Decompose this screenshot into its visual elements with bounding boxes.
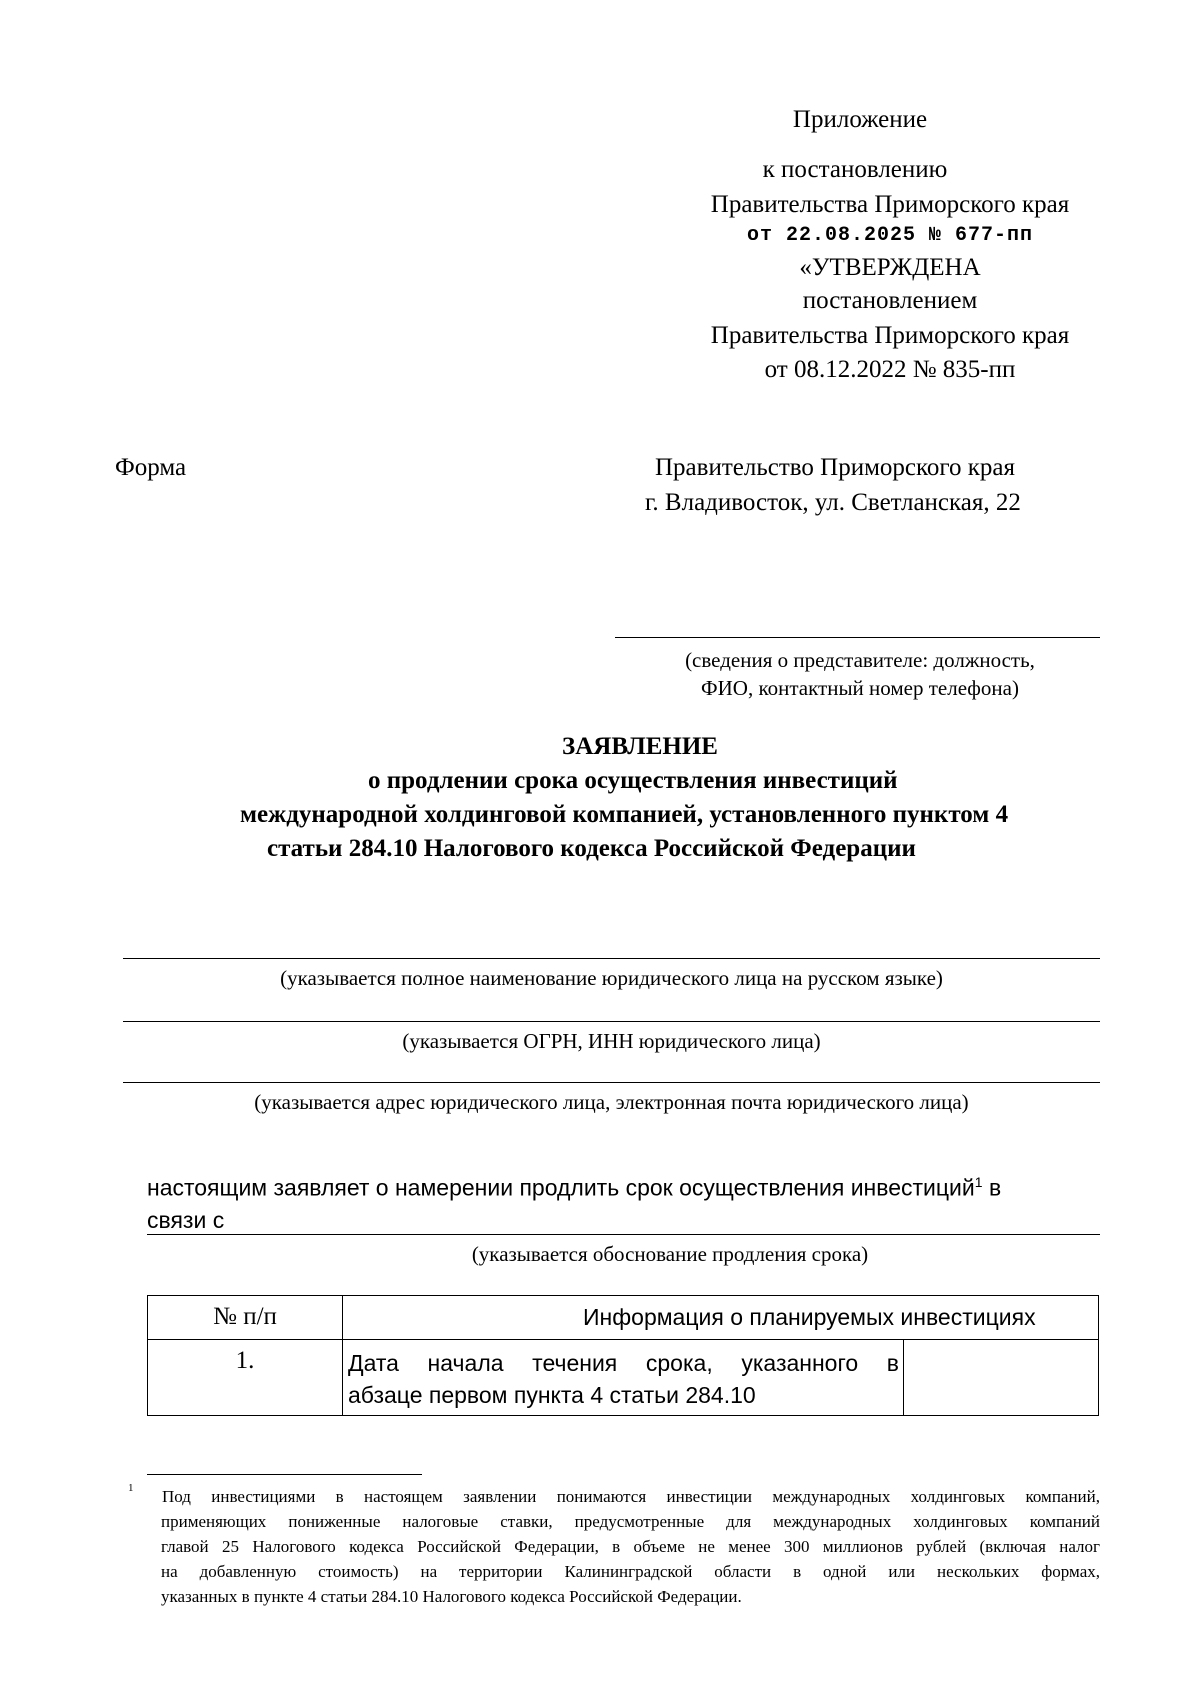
footnote-mark: 1 xyxy=(128,1482,134,1494)
statement-subtitle-line-2: международной холдинговой компанией, установленного пунктом 4 xyxy=(240,801,1009,828)
representative-hint-line-1: (сведения о представителе: должность, xyxy=(685,648,1035,672)
footnote xyxy=(128,1484,1100,1609)
full-name-hint: (указывается полное наименование юридического лица на русском языке) xyxy=(280,966,943,990)
representative-hint-line-2: ФИО, контактный номер телефона) xyxy=(701,676,1019,700)
header-cell-info xyxy=(343,1296,1099,1340)
government-label-2: Правительства Приморского края xyxy=(710,322,1070,349)
table-header-row xyxy=(148,1296,1099,1340)
reason-hint: (указывается обоснование продления срока) xyxy=(471,1242,869,1266)
footnote-separator xyxy=(147,1474,422,1475)
footnote-reference: 1 xyxy=(974,1174,983,1190)
appendix-title: Приложение xyxy=(792,106,928,133)
footnote-line-3: главой 25 Налогового кодекса Российской Федерации, в объеме не менее 300 миллионов рублей (включая налог xyxy=(161,1537,1100,1556)
ogrn-inn-field-line[interactable] xyxy=(123,1021,1100,1022)
addressee-line-1: Правительство Приморского края xyxy=(655,454,1015,481)
body-line-2: связи с xyxy=(147,1207,225,1233)
body-line-1-text: настоящим заявляет о намерении продлить срок осуществления инвестиций xyxy=(147,1174,975,1201)
ogrn-inn-hint: (указывается ОГРН, ИНН юридического лица) xyxy=(402,1029,821,1053)
investments-table xyxy=(147,1295,1099,1416)
statement-subtitle-line-3: статьи 284.10 Налогового кодекса Российской Федерации xyxy=(267,835,916,862)
statement-title: ЗАЯВЛЕНИЕ xyxy=(562,733,718,760)
footnote-line-2: применяющих пониженные налоговые ставки, предусмотренные для международных холдинговых компаний xyxy=(161,1512,1100,1531)
row-description-line-1: Дата начала течения срока, указанного в xyxy=(348,1350,899,1376)
row-description-line-2: абзаце первом пункта 4 статьи 284.10 xyxy=(348,1382,756,1408)
address-email-hint: (указывается адрес юридического лица, электронная почта юридического лица) xyxy=(254,1090,969,1114)
representative-field-line[interactable] xyxy=(615,637,1100,638)
row-number-cell xyxy=(148,1340,343,1416)
to-resolution-label: к постановлению xyxy=(762,156,948,183)
approved-date: от 08.12.2022 № 835-пп xyxy=(764,356,1016,383)
header-number-label: № п/п xyxy=(213,1303,277,1330)
row-number: 1. xyxy=(235,1347,255,1374)
full-name-field-line[interactable] xyxy=(123,958,1100,959)
header-cell-number xyxy=(148,1296,343,1340)
reason-field-line[interactable] xyxy=(147,1234,1100,1235)
statement-subtitle-line-1: о продлении срока осуществления инвестиций xyxy=(368,767,898,794)
row-description-cell xyxy=(343,1340,904,1416)
address-email-field-line[interactable] xyxy=(123,1082,1100,1083)
form-label: Форма xyxy=(115,454,187,481)
footnote-line-5: указанных в пункте 4 статьи 284.10 Налогового кодекса Российской Федерации. xyxy=(161,1587,742,1606)
row-value-cell[interactable] xyxy=(904,1340,1099,1416)
by-resolution-label: постановлением xyxy=(802,287,978,314)
body-line-1-end: в xyxy=(988,1174,1002,1201)
footnote-line-1: Под инвестициями в настоящем заявлении понимаются инвестиции международных холдинговых компаний, xyxy=(162,1487,1100,1506)
resolution-stamp: от 22.08.2025 № 677-пп xyxy=(746,224,1034,247)
footnote-line-4: на добавленную стоимость) на территории Калининградской области в одной или нескольких формах, xyxy=(161,1562,1100,1581)
addressee-line-2: г. Владивосток, ул. Светланская, 22 xyxy=(645,489,1021,516)
body-line-1 xyxy=(147,1174,1001,1202)
table-row xyxy=(148,1340,1099,1416)
government-label: Правительства Приморского края xyxy=(710,191,1070,218)
approved-label: «УТВЕРЖДЕНА xyxy=(799,254,981,281)
header-info-label: Информация о планируемых инвестициях xyxy=(583,1304,1036,1330)
